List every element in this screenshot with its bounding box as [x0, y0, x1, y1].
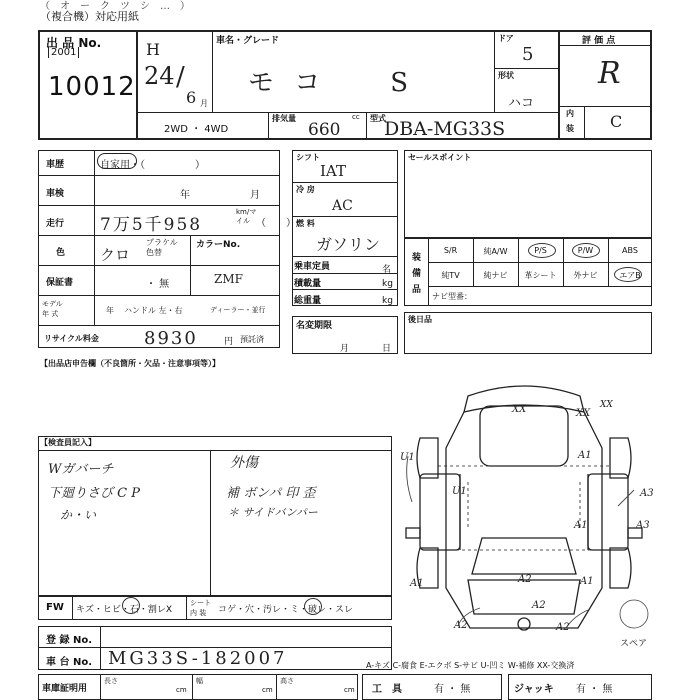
- sales-point-label: セールスポイント: [408, 153, 472, 162]
- jack-value: 有 ・ 無: [576, 684, 613, 695]
- shift-value: IAT: [320, 162, 346, 180]
- model-year-label-2: 年 式: [42, 310, 59, 318]
- load-label: 積載量: [294, 279, 322, 289]
- color-label: 色: [56, 248, 66, 258]
- mark-right-side-1: A3: [640, 488, 654, 499]
- jack-label: ジャッキ: [514, 684, 554, 695]
- car-name-label: 車名・グレード: [216, 36, 280, 46]
- model-year-unit: 年: [106, 306, 114, 315]
- equip-sunroof: S/R: [443, 246, 458, 255]
- mileage-paren: （ ）: [256, 218, 296, 229]
- recycle-value: 8930: [144, 328, 198, 349]
- mark-front-right: A2: [556, 622, 570, 633]
- mark-roof-3: XX: [600, 400, 613, 410]
- tools-label: 工 具: [372, 684, 402, 695]
- equipment-label-2: 備: [412, 269, 422, 279]
- year-month-unit: 月: [200, 99, 208, 108]
- inspector-note-1: Wガバーチ: [48, 462, 114, 477]
- inspector-note-5: 補 ボンパ 印 歪: [226, 486, 316, 501]
- mileage-value: 7万5千958: [100, 215, 203, 235]
- mark-right-side-2: A3: [636, 520, 650, 531]
- color-value: クロ: [100, 246, 131, 264]
- equip-navi: 純ナビ: [483, 271, 508, 280]
- shape-label: 形状: [498, 71, 514, 80]
- name-change-day: 日: [382, 344, 392, 354]
- mark-bumper: A2: [532, 600, 546, 611]
- after-market-box: [404, 312, 652, 354]
- inspection-label: 車検: [46, 189, 65, 199]
- model-value: DBA-MG33S: [384, 118, 506, 140]
- warranty-label: 保証書: [46, 278, 74, 288]
- navi-model-label: ナビ型番：: [432, 292, 472, 301]
- recycle-label: リサイクル料金: [44, 334, 99, 343]
- weight-label: 総重量: [294, 296, 322, 306]
- registration-label: 登 録 No.: [46, 635, 93, 646]
- ac-value: AC: [332, 198, 353, 214]
- weight-unit: kg: [382, 296, 393, 306]
- capacity-label: 乗車定員: [294, 262, 331, 272]
- lot-stamp-box: [44, 46, 84, 60]
- rating-score: R: [598, 56, 621, 91]
- equip-abs: ABS: [622, 246, 638, 255]
- equipment-label-1: 装: [412, 253, 422, 263]
- chassis-value: MG33S-182007: [108, 648, 288, 669]
- history-value: 自家用・（ ）: [100, 160, 205, 171]
- door-label: ドア: [498, 34, 514, 43]
- color-no-value: ZMF: [214, 272, 243, 286]
- cert-cm-2: cm: [262, 686, 273, 694]
- after-market-label: 後日品: [408, 315, 432, 324]
- name-change-month: 月: [340, 344, 350, 354]
- year-month: 6: [186, 88, 197, 107]
- equip-tv: 純TV: [441, 271, 460, 280]
- equip-power-window: P/W: [577, 246, 594, 255]
- inspection-year: 年: [180, 190, 190, 201]
- inspector-label: 【検査員記入】: [40, 438, 96, 447]
- interior-score: C: [610, 112, 623, 131]
- seat-label-1: シート: [190, 599, 211, 607]
- lot-number: 10012: [48, 72, 136, 102]
- rating-label: 評 価 点: [582, 36, 616, 46]
- shape-value: ハコ: [508, 96, 535, 111]
- warranty-value: ・ 無: [146, 279, 170, 290]
- car-name: モ コ S: [248, 68, 415, 98]
- year-value: 24: [144, 62, 175, 90]
- cert-label: 車庫証明用: [42, 684, 88, 694]
- cert-width: 幅: [196, 677, 203, 685]
- lot-stamp: 2001: [48, 47, 79, 58]
- equip-external-navi: 外ナビ: [573, 271, 598, 280]
- handle-position: ハンドル 左・右: [124, 306, 183, 315]
- interior-label-1: 内: [566, 109, 574, 118]
- capacity-unit: 名: [382, 265, 392, 275]
- equip-airbag: エアB: [619, 271, 641, 280]
- seat-items: コゲ・穴・汚レ・ミ・破レ・スレ: [218, 605, 354, 615]
- recycle-unit: 円: [224, 337, 234, 347]
- header-cut-text: （ オ ー ク ツ シ … ）: [40, 1, 190, 12]
- cert-height: 高さ: [280, 677, 294, 685]
- mark-hood: A2: [518, 574, 532, 585]
- name-change-label: 名変期限: [296, 321, 333, 331]
- equip-power-steering: P/S: [534, 246, 547, 255]
- fw-items: キズ・ヒビ・石・割レX: [76, 605, 172, 615]
- fw-label: FW: [46, 602, 64, 613]
- equip-alloy-wheel: 純A/W: [483, 247, 508, 256]
- history-circle: [97, 153, 137, 169]
- seat-label-2: 内 装: [190, 609, 207, 617]
- car-damage-diagram: [398, 378, 650, 648]
- shift-label: シフト: [296, 153, 320, 162]
- dealer-type: ディーラー・並行: [210, 306, 266, 314]
- mark-left-door: U1: [452, 486, 467, 497]
- circle-airbag: [614, 267, 642, 282]
- equipment-label-3: 品: [412, 285, 422, 295]
- fuel-label: 燃 料: [296, 219, 315, 228]
- year-sep: /: [176, 62, 185, 92]
- inspection-month: 月: [250, 190, 260, 201]
- fuel-value: ガソリン: [316, 235, 381, 254]
- displacement-value: 660: [308, 120, 341, 140]
- history-label: 車歴: [46, 160, 65, 170]
- inspector-note-2: 下廻りさび C P: [48, 486, 140, 501]
- damage-legend: A-キズ C-腐食 E-エクボ S-サビ U-凹ミ W-補修 XX-交換済: [366, 661, 575, 670]
- circle-pw: [572, 243, 600, 258]
- tools-value: 有 ・ 無: [434, 684, 471, 695]
- inspector-note-3: か・い: [60, 508, 97, 522]
- sales-point-box: [404, 150, 652, 238]
- mark-left-front: A1: [410, 578, 424, 589]
- mark-left-1: U1: [400, 452, 415, 463]
- mark-front-left: A2: [454, 620, 468, 631]
- lot-label: 出 品 No.: [46, 36, 102, 50]
- spare-label: スペア: [620, 639, 648, 649]
- drive-type: 2WD ・ 4WD: [164, 124, 229, 135]
- year-era: H: [146, 40, 160, 59]
- mileage-label: 走行: [46, 219, 65, 229]
- mark-right-door: A1: [574, 520, 588, 531]
- cert-cm-3: cm: [344, 686, 355, 694]
- equip-leather-seat: 革シート: [524, 271, 557, 280]
- interior-label-2: 装: [566, 124, 574, 133]
- mileage-unit: km/マイル: [236, 208, 257, 225]
- circle-ps: [528, 243, 556, 258]
- seat-circle: [304, 598, 322, 615]
- model-year-label-1: モデル: [42, 300, 63, 308]
- inspector-note-6: ＊ サイドバンパー: [228, 506, 318, 519]
- mark-roof-1: XX: [512, 404, 527, 415]
- declaration-label: 【出品店申告欄（不良箇所・欠品・注意事項等）】: [40, 359, 220, 368]
- recycle-note: 預託済: [240, 335, 264, 344]
- mark-right-1: A1: [578, 450, 592, 461]
- chassis-label: 車 台 No.: [46, 657, 93, 668]
- color-note: プラケル 色替: [146, 238, 178, 257]
- displacement-label: 排気量: [272, 114, 296, 123]
- load-unit: kg: [382, 279, 393, 289]
- fw-circle: [122, 597, 140, 614]
- displacement-unit: cc: [352, 113, 360, 121]
- cert-length: 長さ: [104, 677, 118, 685]
- form-note: （複合機）対応用紙: [40, 10, 139, 23]
- ac-label: 冷 房: [296, 185, 315, 194]
- model-label: 型式: [370, 114, 386, 123]
- inspector-note-4: 外傷: [230, 455, 258, 471]
- mark-right-front: A1: [580, 576, 594, 587]
- cert-cm-1: cm: [176, 686, 187, 694]
- door-value: 5: [522, 44, 534, 65]
- mark-roof-2: XX: [576, 408, 591, 419]
- color-no-label: カラーNo.: [196, 240, 241, 250]
